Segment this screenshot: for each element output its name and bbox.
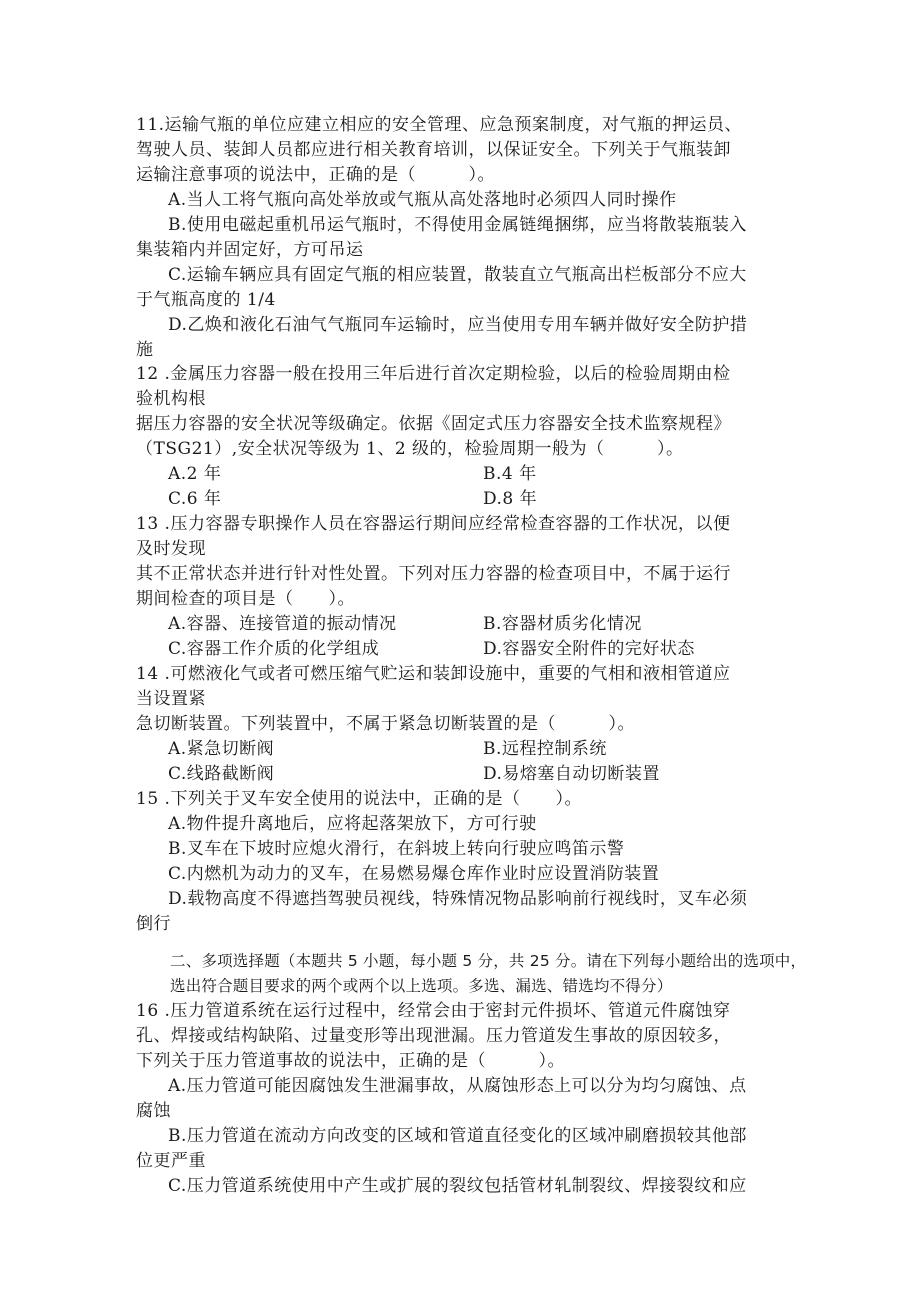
q11-option-c-line-2: 于气瓶高度的 1/4 <box>136 290 276 310</box>
q15-stem-line-1: 15 .下列关于叉车安全使用的说法中，正确的是（ ）。 <box>136 789 582 809</box>
q16-option-b-line-1: B.压力管道在流动方向改变的区域和管道直径变化的区域冲刷磨损较其他部 <box>168 1126 747 1146</box>
q13-option-d: D.容器安全附件的完好状态 <box>483 639 695 659</box>
q16-option-c-line-1: C.压力管道系统使用中产生或扩展的裂纹包括管材轧制裂纹、焊接裂纹和应 <box>168 1176 747 1196</box>
q12-stem-line-4: （TSG21）,安全状况等级为 1、2 级的，检验周期一般为（ ）。 <box>136 439 684 459</box>
section-2-heading-line-2: 选出符合题目要求的两个或两个以上选项。多选、漏选、错选均不得分） <box>170 977 673 995</box>
q15-option-d-line-1: D.载物高度不得遮挡驾驶员视线，特殊情况物品影响前行视线时，叉车必须 <box>168 889 748 909</box>
q14-stem-line-2: 当设置紧 <box>136 689 206 709</box>
q12-option-a: A.2 年 <box>168 464 222 484</box>
q16-stem-line-2: 孔、焊接或结构缺陷、过量变形等出现泄漏。压力管道发生事故的原因较多， <box>136 1026 731 1046</box>
q16-option-a-line-1: A.压力管道可能因腐蚀发生泄漏事故，从腐蚀形态上可以分为均匀腐蚀、点 <box>168 1076 747 1096</box>
q16-stem-line-1: 16 .压力管道系统在运行过程中，经常会由于密封元件损坏、管道元件腐蚀穿 <box>136 1001 731 1021</box>
q14-option-c: C.线路截断阀 <box>168 764 275 784</box>
q11-option-c-line-1: C.运输车辆应具有固定气瓶的相应装置，散装直立气瓶高出栏板部分不应大 <box>168 265 747 285</box>
q13-stem-line-3: 其不正常状态并进行针对性处置。下列对压力容器的检查项目中，不属于运行 <box>136 564 731 584</box>
q12-option-c: C.6 年 <box>168 489 222 509</box>
q14-stem-line-1: 14 .可燃液化气或者可燃压缩气贮运和装卸设施中，重要的气相和液相管道应 <box>136 664 731 684</box>
q13-stem-line-4: 期间检查的项目是（ ）。 <box>136 589 355 609</box>
q13-option-a: A.容器、连接管道的振动情况 <box>168 614 397 634</box>
q16-stem-line-3: 下列关于压力管道事故的说法中，正确的是（ ）。 <box>136 1051 565 1071</box>
q12-stem-line-2: 验机构根 <box>136 389 206 409</box>
q14-option-a: A.紧急切断阀 <box>168 739 275 759</box>
q15-option-b: B.叉车在下坡时应熄火滑行，在斜坡上转向行驶应鸣笛示警 <box>168 839 625 859</box>
q13-stem-line-2: 及时发现 <box>136 539 206 559</box>
q13-option-b: B.容器材质劣化情况 <box>483 614 642 634</box>
q14-stem-line-3: 急切断装置。下列装置中，不属于紧急切断装置的是（ ）。 <box>136 714 635 734</box>
q11-option-d-line-2: 施 <box>136 340 154 360</box>
q15-option-c: C.内燃机为动力的叉车，在易燃易爆仓库作业时应设置消防装置 <box>168 864 660 884</box>
q14-option-d: D.易熔塞自动切断装置 <box>483 764 660 784</box>
q15-option-d-line-2: 倒行 <box>136 914 171 934</box>
q11-option-b-line-1: B.使用电磁起重机吊运气瓶时，不得使用金属链绳捆绑，应当将散装瓶装入 <box>168 215 747 235</box>
q11-option-b-line-2: 集装箱内并固定好，方可吊运 <box>136 240 364 260</box>
q16-option-a-line-2: 腐蚀 <box>136 1101 171 1121</box>
q14-option-b: B.远程控制系统 <box>483 739 607 759</box>
q16-option-b-line-2: 位更严重 <box>136 1151 206 1171</box>
q13-stem-line-1: 13 .压力容器专职操作人员在容器运行期间应经常检查容器的工作状况，以便 <box>136 514 731 534</box>
q12-stem-line-3: 据压力容器的安全状况等级确定。依据《固定式压力容器安全技术监察规程》 <box>136 414 731 434</box>
q11-stem-line-1: 11.运输气瓶的单位应建立相应的安全管理、应急预案制度，对气瓶的押运员、 <box>136 115 743 135</box>
q12-option-d: D.8 年 <box>483 489 538 509</box>
q12-option-b: B.4 年 <box>483 464 537 484</box>
q13-option-c: C.容器工作介质的化学组成 <box>168 639 380 659</box>
q11-option-d-line-1: D.乙焕和液化石油气气瓶同车运输时，应当使用专用车辆并做好安全防护措 <box>168 315 748 335</box>
q15-option-a: A.物件提升离地后，应将起落架放下，方可行驶 <box>168 814 537 834</box>
section-2-heading-line-1: 二、多项选择题（本题共 5 小题，每小题 5 分，共 25 分。请在下列每小题给出的选项中， <box>170 952 807 970</box>
q12-stem-line-1: 12 .金属压力容器一般在投用三年后进行首次定期检验，以后的检验周期由检 <box>136 364 731 384</box>
q11-stem-line-2: 驾驶人员、装卸人员都应进行相关教育培训，以保证安全。下列关于气瓶装卸 <box>136 140 731 160</box>
q11-option-a: A.当人工将气瓶向高处举放或气瓶从高处落地时必须四人同时操作 <box>168 190 677 210</box>
q11-stem-line-3: 运输注意事项的说法中，正确的是（ ）。 <box>136 165 495 185</box>
